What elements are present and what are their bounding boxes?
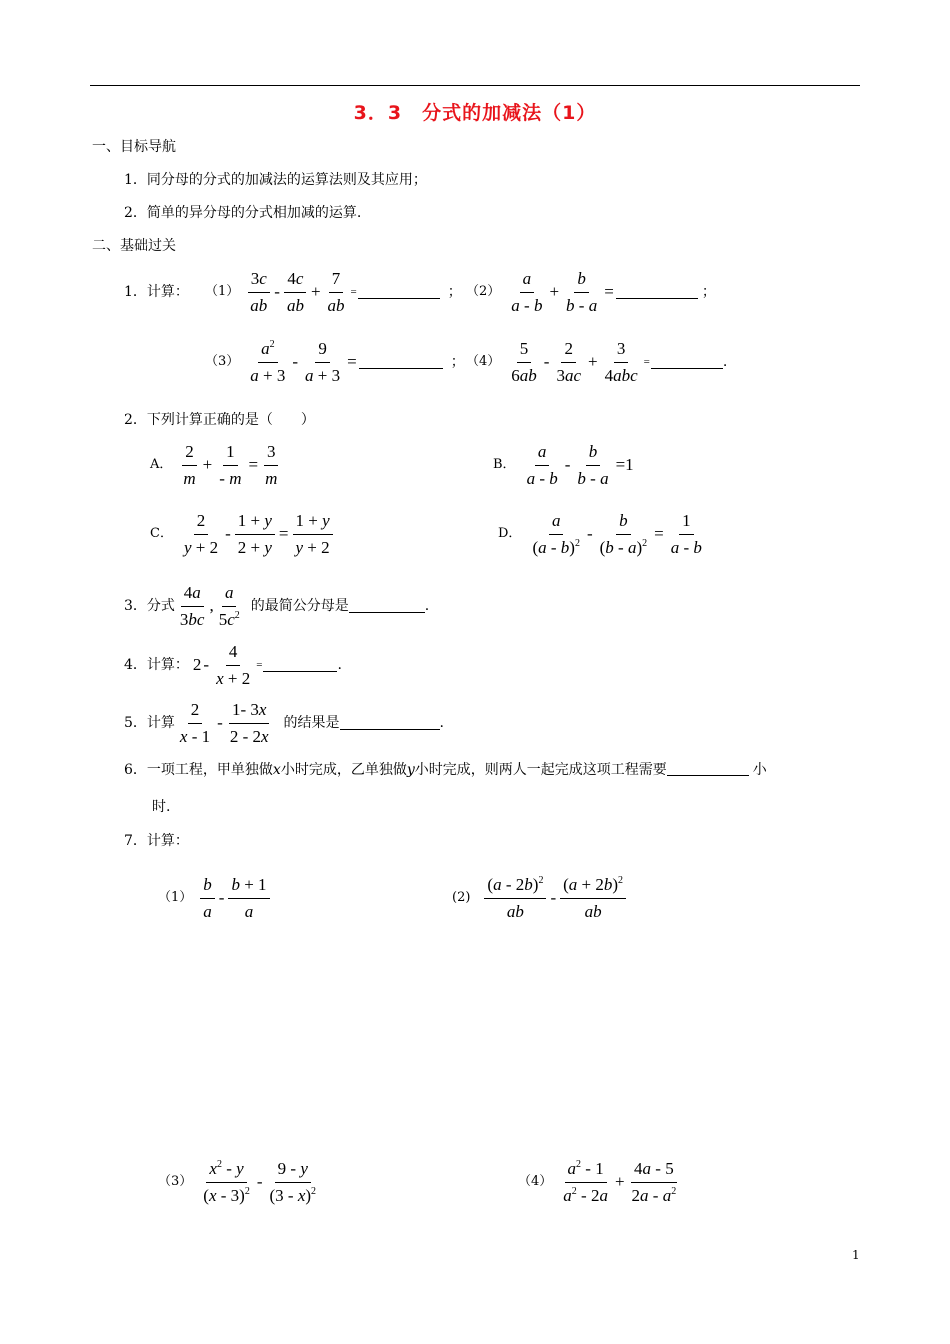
q5: 5．计算 $\frac{2}{x - 1}$ - $\frac{1- 3x}{2 - 2x}$ 的结果是 .: [124, 699, 444, 746]
q7-expression-2: $\frac{(a - 2b)^2}{ab}$ - $\frac{(a + 2b)^2}{ab}$: [482, 874, 628, 923]
header-rule: [90, 85, 860, 86]
q1-expression-2: $\frac{a}{a - b}$ + $\frac{b}{b - a}$ =: [511, 268, 614, 315]
q2-expression-a: $\frac{2}{m}$ + $\frac{1}{- m}$ = $\frac{3}{m}$: [183, 441, 278, 488]
q3: 3．分式 $\frac{4a}{3bc}$ , $\frac{a}{5c^2}$ 的最简公分母是 .: [124, 582, 430, 629]
q2-option-d: D． $\frac{a}{(a - b)^2}$ - $\frac{b}{(b - a)^2}$ = $\frac{1}{a - b}$: [498, 512, 707, 556]
q5-expression: $\frac{2}{x - 1}$ - $\frac{1- 3x}{2 - 2x}$: [179, 699, 269, 746]
q7-part-2: (2) $\frac{(a - 2b)^2}{ab}$ - $\frac{(a + 2b)^2}{ab}$: [452, 876, 628, 920]
q2-expression-b: $\frac{a}{a - b}$ - $\frac{b}{b - a}$ =1: [526, 441, 634, 488]
q2-option-c: C． $\frac{2}{y + 2}$ - $\frac{1 + y}{2 + y}$ = $\frac{1 + y}{y + 2}$: [150, 512, 335, 556]
q6-line-1: 6．一项工程，甲单独做x小时完成，乙单独做y小时完成，则两人一起完成这项工程需要 小: [124, 762, 767, 778]
section-heading-2: 二、基础过关: [92, 238, 176, 254]
section-heading-1: 一、目标导航: [92, 139, 176, 155]
q6-line-2: 时.: [152, 799, 171, 815]
answer-blank: [616, 286, 698, 299]
q2-expression-d: $\frac{a}{(a - b)^2}$ - $\frac{b}{(b - a)^2}$ = $\frac{1}{a - b}$: [532, 510, 702, 557]
objective-item-1: 1．同分母的分式的加减法的运算法则及其应用；: [124, 172, 427, 188]
q2-stem: 2．下列计算正确的是（ ）: [124, 412, 315, 428]
q4-expression: 2 - $\frac{4}{x + 2}$ =: [192, 641, 263, 688]
answer-blank: [263, 659, 337, 672]
q7-expression-3: $\frac{x^2 - y}{(x - 3)^2}$ - $\frac{9 - y}{(3 - x)^2}$: [203, 1158, 317, 1205]
q1-part-4: （4） $\frac{5}{6ab}$ - $\frac{2}{3ac}$ + $\frac{3}{\text{4abc}}$ = .: [466, 338, 728, 385]
q2-option-a: A． $\frac{2}{m}$ + $\frac{1}{- m}$ = $\frac{3}{m}$: [150, 443, 282, 487]
answer-blank: [667, 763, 749, 776]
q1-label-2: （2）: [466, 284, 501, 299]
q7-expression-1: $\frac{b}{a}$ - $\frac{b + 1}{a}$: [198, 874, 271, 923]
q7-stem: 7．计算：: [124, 833, 189, 849]
q7-expression-4: $\frac{a^2 - 1}{a^2 - 2a}$ + $\frac{4a - 5}{2a - a^2}$: [563, 1158, 677, 1205]
answer-blank: [359, 356, 443, 369]
answer-blank: [651, 356, 723, 369]
q1-part-3: （3） $\frac{a^2}{a + 3}$ - $\frac{9}{a + 3}$ = ；: [205, 338, 465, 385]
q2-expression-c: $\frac{2}{y + 2}$ - $\frac{1 + y}{2 + y}$ = $\frac{1 + y}{y + 2}$: [179, 510, 335, 559]
q7-part-1: （1） $\frac{b}{a}$ - $\frac{b + 1}{a}$: [158, 876, 272, 920]
answer-blank: [340, 717, 440, 730]
page-number: 1: [852, 1248, 860, 1262]
q7-part-3: （3） $\frac{x^2 - y}{(x - 3)^2}$ - $\frac{9 - y}{(3 - x)^2}$: [158, 1160, 321, 1204]
q2-option-b: B． $\frac{a}{a - b}$ - $\frac{b}{b - a}$ =1: [493, 441, 634, 488]
q1-label-3: （3）: [205, 354, 240, 369]
q4: 4．计算： 2 - $\frac{4}{x + 2}$ = .: [124, 641, 342, 688]
q1-part-2: （2） $\frac{a}{a - b}$ + $\frac{b}{b - a}$ = ；: [466, 268, 716, 315]
q1-expression-4: $\frac{5}{6ab}$ - $\frac{2}{3ac}$ + $\frac{3}{\text{4abc}}$ =: [511, 338, 650, 385]
q1-label-1: （1）: [205, 284, 240, 299]
q3-expression: $\frac{4a}{3bc}$ , $\frac{a}{5c^2}$: [179, 582, 240, 629]
objective-item-2: 2．简单的异分母的分式相加减的运算.: [124, 205, 362, 221]
q7-part-4: （4） $\frac{a^2 - 1}{a^2 - 2a}$ + $\frac{4a - 5}{2a - a^2}$: [518, 1160, 681, 1204]
q1-label-4: （4）: [466, 354, 501, 369]
answer-blank: [349, 600, 425, 613]
q1-part-1: （1） $\frac{3c}{ab}$ - $\frac{4c}{ab}$ + $\frac{7}{ab}$ = ；: [205, 268, 462, 315]
q1-stem: 1．计算：: [124, 284, 189, 300]
q1-expression-3: $\frac{a^2}{a + 3}$ - $\frac{9}{a + 3}$ =: [250, 338, 357, 385]
q1-expression-1: $\frac{3c}{ab}$ - $\frac{4c}{ab}$ + $\frac{7}{ab}$ =: [245, 268, 357, 317]
page-title: 3．3 分式的加减法（1）: [353, 102, 597, 124]
answer-blank: [358, 286, 440, 299]
